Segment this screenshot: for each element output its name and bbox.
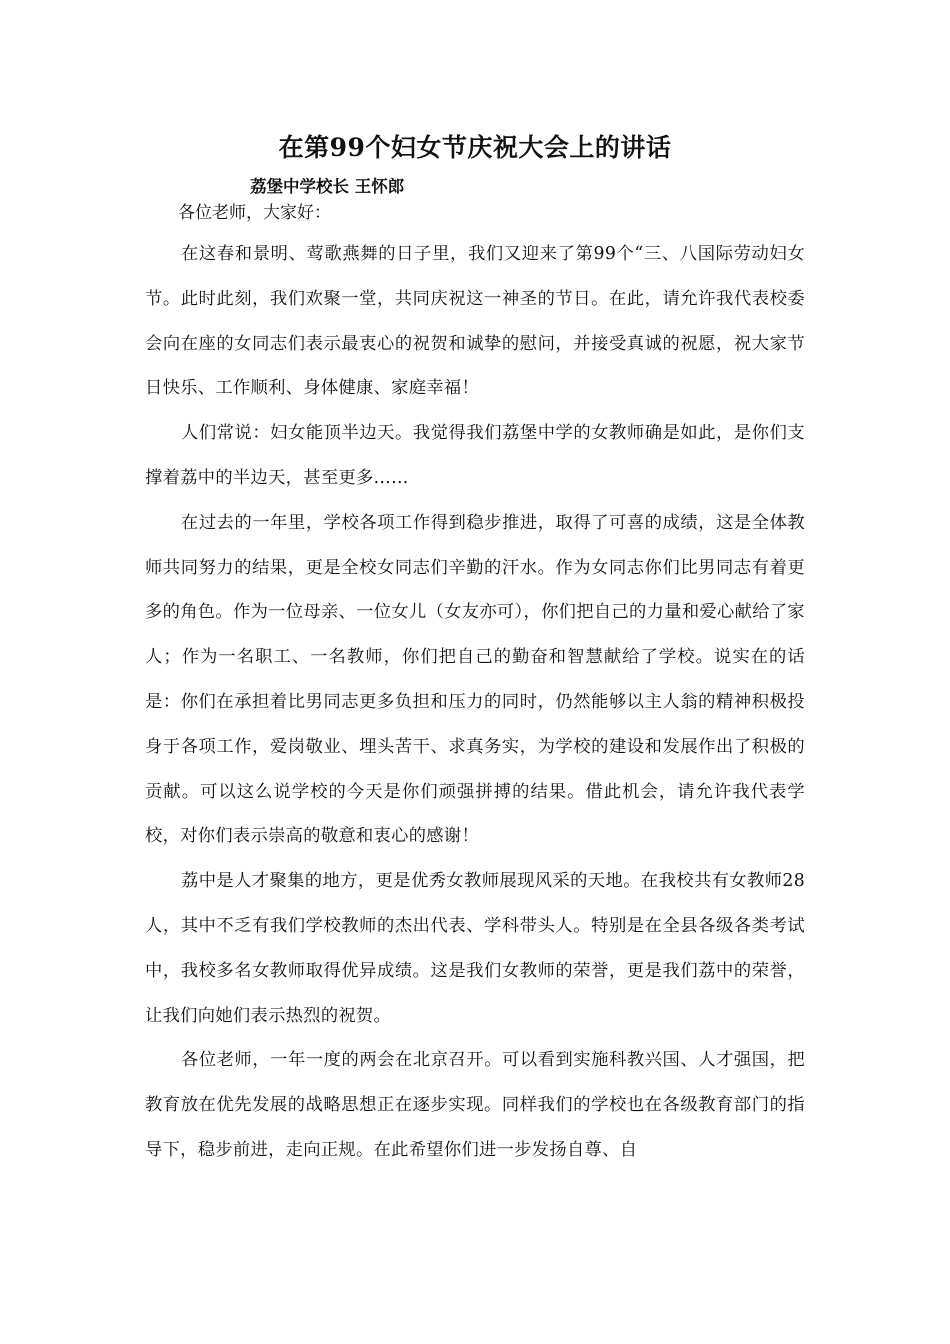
paragraph: 各位老师，一年一度的两会在北京召开。可以看到实施科教兴国、人才强国，把教育放在优先发展的战略思想正在逐步实现。同样我们的学校也在各级教育部门的指导下，稳步前进，走向正规。在此希望你们进一步发扬自尊、自	[145, 1050, 805, 1160]
paragraph: 人们常说：妇女能顶半边天。我觉得我们荔堡中学的女教师确是如此，是你们支撑着荔中的半边天，甚至更多……	[145, 423, 805, 488]
speech-body	[145, 232, 805, 1173]
greeting: 各位老师，大家好：	[178, 203, 331, 223]
paragraph: 在过去的一年里，学校各项工作得到稳步推进，取得了可喜的成绩，这是全体教师共同努力的结果，更是全校女同志们辛勤的汗水。作为女同志你们比男同志有着更多的角色。作为一位母亲、一位女儿（女友亦可），你们把自己的力量和爱心献给了家人；作为一名职工、一名教师，你们把自己的勤奋和智慧献给了学校。说实在的话是：你们在承担着比男同志更多负担和压力的同时，仍然能够以主人翁的精神积极投身于各项工作，爱岗敬业、埋头苦干、求真务实，为学校的建设和发展作出了积极的贡献。可以这么说学校的今天是你们顽强拼搏的结果。借此机会，请允许我代表学校，对你们表示崇高的敬意和衷心的感谢！	[145, 512, 805, 847]
paragraph: 在这春和景明、莺歌燕舞的日子里，我们又迎来了第99个“三、八国际劳动妇女节。此时此刻，我们欢聚一堂，共同庆祝这一神圣的节日。在此，请允许我代表校委会向在座的女同志们表示最衷心的祝贺和诚挚的慰问，并接受真诚的祝愿，祝大家节日快乐、工作顺利、身体健康、家庭幸福！	[145, 244, 805, 399]
paragraph: 荔中是人才聚集的地方，更是优秀女教师展现风采的天地。在我校共有女教师28人，其中不乏有我们学校教师的杰出代表、学科带头人。特别是在全县各级各类考试中，我校多名女教师取得优异成绩。这是我们女教师的荣誉，更是我们荔中的荣誉，让我们向她们表示热烈的祝贺。	[145, 871, 805, 1026]
document-title: 在第99个妇女节庆祝大会上的讲话	[278, 133, 672, 162]
author-line: 荔堡中学校长 王怀郎	[250, 177, 405, 196]
